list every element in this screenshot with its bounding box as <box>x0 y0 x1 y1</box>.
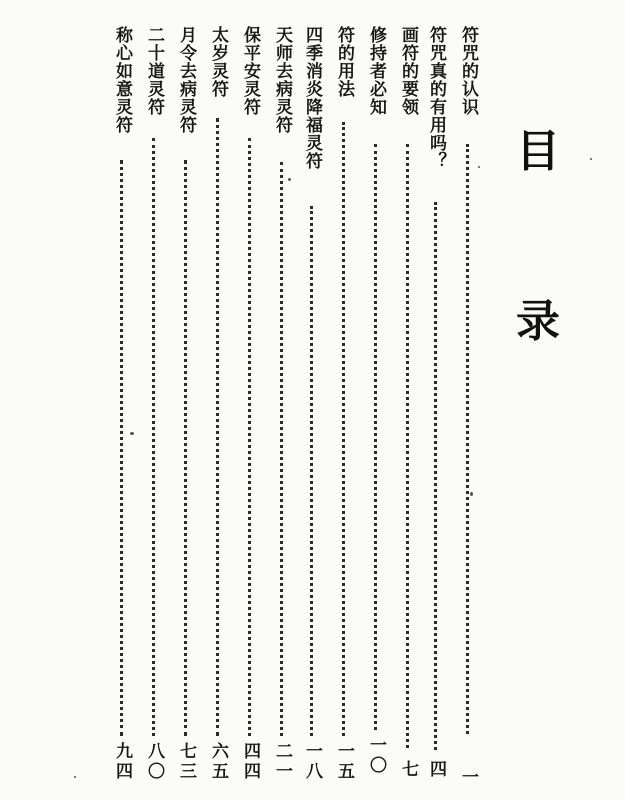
entry-title: 画符的要领 <box>398 26 418 116</box>
toc-entry <box>238 26 262 786</box>
dot-leader <box>280 162 283 736</box>
entry-page-number: 一八 <box>302 742 322 782</box>
dot-leader <box>216 118 219 736</box>
entry-title: 月令去病灵符 <box>176 26 196 134</box>
entry-title: 二十道灵符 <box>144 26 164 116</box>
toc-entry <box>332 26 356 786</box>
toc-entry <box>396 26 420 786</box>
heading-char-mu: 目 <box>516 126 560 177</box>
dot-leader <box>248 138 251 736</box>
entry-page-number: 四 <box>426 760 446 780</box>
entry-title: 符咒真的有用吗？ <box>426 26 446 170</box>
dot-leader <box>310 206 313 736</box>
toc-entry <box>424 26 448 786</box>
entry-page-number: 一 <box>458 768 478 788</box>
dot-leader <box>374 144 377 730</box>
entry-page-number: 七三 <box>176 742 196 782</box>
scan-speck <box>288 178 291 181</box>
dot-leader <box>184 160 187 736</box>
entry-page-number: 一〇 <box>366 736 386 776</box>
dot-leader <box>406 144 409 748</box>
heading-char-lu: 录 <box>516 296 560 347</box>
entry-page-number: 八〇 <box>144 742 164 782</box>
scan-speck <box>74 776 76 778</box>
entry-page-number: 四四 <box>240 742 260 782</box>
toc-entry <box>142 26 166 786</box>
entry-title: 保平安灵符 <box>240 26 260 116</box>
entry-title: 天师去病灵符 <box>272 26 292 134</box>
toc-entry <box>110 26 134 786</box>
entry-page-number: 九四 <box>112 742 132 782</box>
toc-entry <box>174 26 198 786</box>
toc-entry <box>456 26 480 786</box>
entry-title: 修持者必知 <box>366 26 386 116</box>
dot-leader <box>152 138 155 736</box>
scan-speck <box>590 158 592 160</box>
toc-entry <box>300 26 324 786</box>
toc-entry <box>206 26 230 786</box>
dot-leader <box>342 122 345 736</box>
toc-heading <box>508 118 568 368</box>
entry-title: 称心如意灵符 <box>112 26 132 134</box>
entry-title: 太岁灵符 <box>208 26 228 98</box>
entry-page-number: 二一 <box>272 742 292 782</box>
entry-page-number: 六五 <box>208 742 228 782</box>
dot-leader <box>120 160 123 736</box>
entry-title: 符的用法 <box>334 26 354 98</box>
scan-speck <box>478 166 480 168</box>
entry-title: 四季消炎降福灵符 <box>302 26 322 170</box>
dot-leader <box>466 144 469 734</box>
toc-entry <box>270 26 294 786</box>
toc-entry <box>364 26 388 786</box>
scan-speck <box>130 432 134 435</box>
scan-speck <box>470 492 473 496</box>
entry-title: 符咒的认识 <box>458 26 478 116</box>
entry-page-number: 一五 <box>334 742 354 782</box>
dot-leader <box>434 202 437 750</box>
entry-page-number: 七 <box>398 760 418 780</box>
